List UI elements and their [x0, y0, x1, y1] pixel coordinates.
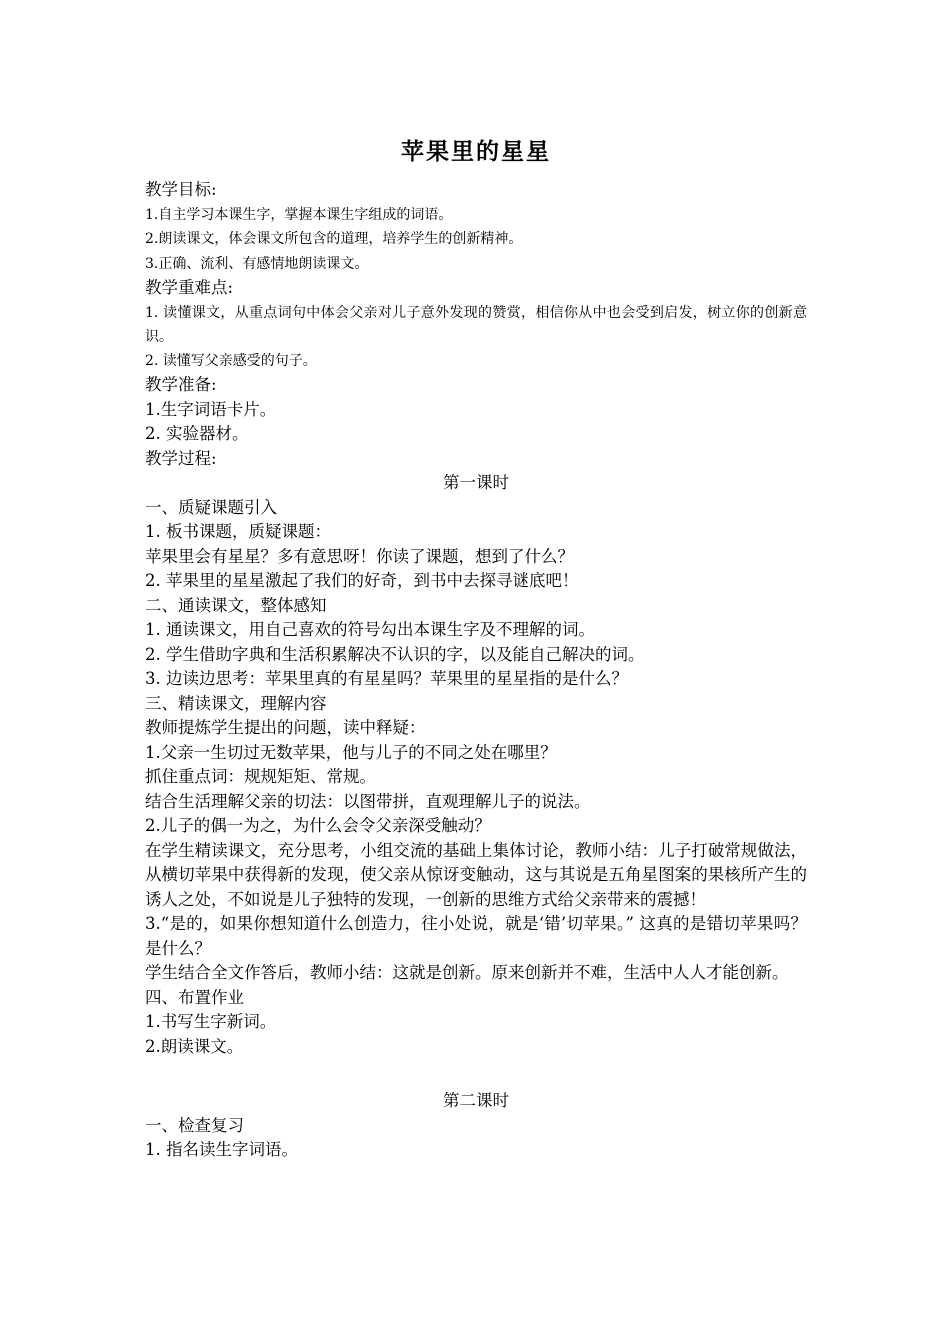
process-heading: 教学过程: — [145, 448, 217, 468]
document-page — [145, 136, 807, 1163]
lesson1-line: 结合生活理解父亲的切法：以图带拼，直观理解儿子的说法。 — [145, 791, 591, 811]
lesson1-line: 2. 学生借助字典和生活积累解决不认识的字，以及能自己解决的词。 — [145, 644, 645, 664]
preparation-item: 1.生字词语卡片。 — [145, 399, 277, 419]
difficulties-heading: 教学重难点: — [145, 278, 234, 297]
lesson1-line: 3. 边读边思考：苹果里真的有星星吗？苹果里的星星指的是什么？ — [145, 669, 628, 688]
lesson1-line: 1. 通读课文，用自己喜欢的符号勾出本课生字及不理解的词。 — [145, 620, 595, 639]
lesson1-line: 抓住重点词：规规矩矩、常规。 — [145, 767, 376, 786]
preparation-item: 2. 实验器材。 — [145, 424, 249, 443]
objectives-heading: 教学目标: — [145, 180, 217, 199]
objective-item: 1.自主学习本课生字，掌握本课生字组成的词语。 — [145, 206, 453, 223]
lesson1-heading: 第一课时 — [443, 473, 509, 492]
lesson2-heading: 第二课时 — [443, 1091, 509, 1110]
preparation-heading: 教学准备: — [145, 375, 217, 394]
lesson1-paragraph: 3.“是的，如果你想知道什么创造力，往小处说，就是‘错’切苹果。” 这真的是错切苹果吗？是什么？ — [145, 914, 807, 958]
lesson1-line: 教师提炼学生提出的问题，读中释疑： — [145, 718, 426, 737]
lesson1-line: 苹果里会有星星？多有意思呀！你读了课题，想到了什么？ — [145, 546, 574, 566]
lesson2-line: 一、检查复习 — [145, 1115, 244, 1135]
objective-item: 2.朗读课文，体会课文所包含的道理，培养学生的创新精神。 — [145, 231, 523, 247]
lesson1-line: 一、质疑课题引入 — [145, 497, 277, 517]
lesson1-paragraph: 在学生精读课文，充分思考，小组交流的基础上集体讨论，教师小结：儿子打破常规做法，从横切苹果中获得新的发现，使父亲从惊讶变触动，这与其说是五角星图案的果核所产生的诱人之处，不如说是儿子独特的发现，一创新的思维方式给父亲带来的震撼！ — [145, 840, 807, 909]
document-title: 苹果里的星星 — [401, 138, 551, 165]
lesson1-line: 2.儿子的偶一为之，为什么会令父亲深受触动？ — [145, 816, 491, 835]
lesson1-paragraph: 学生结合全文作答后，教师小结：这就是创新。原来创新并不难，生活中人人才能创新。 — [145, 963, 789, 982]
homework-line: 2.朗读课文。 — [145, 1036, 244, 1056]
homework-line: 1.书写生字新词。 — [145, 1012, 277, 1031]
lesson1-line: 1.父亲一生切过无数苹果，他与儿子的不同之处在哪里？ — [145, 742, 557, 762]
difficulty-item: 1. 读懂课文，从重点词句中体会父亲对儿子意外发现的赞赏，相信你从中也会受到启发，树立你的创新意识。 — [145, 304, 807, 345]
objective-item: 3.正确、流利、有感情地朗读课文。 — [145, 255, 369, 272]
lesson1-line: 1. 板书课题，质疑课题： — [145, 522, 331, 541]
lesson1-line: 三、精读课文，理解内容 — [145, 693, 327, 713]
lesson1-line: 2. 苹果里的星星激起了我们的好奇，到书中去探寻谜底吧！ — [145, 571, 579, 590]
lesson2-line: 1. 指名读生字词语。 — [145, 1140, 298, 1159]
lesson1-line: 二、通读课文，整体感知 — [145, 595, 327, 615]
section-spacer — [145, 1059, 807, 1089]
homework-line: 四、布置作业 — [145, 987, 244, 1007]
difficulty-item: 2. 读懂写父亲感受的句子。 — [145, 352, 317, 369]
